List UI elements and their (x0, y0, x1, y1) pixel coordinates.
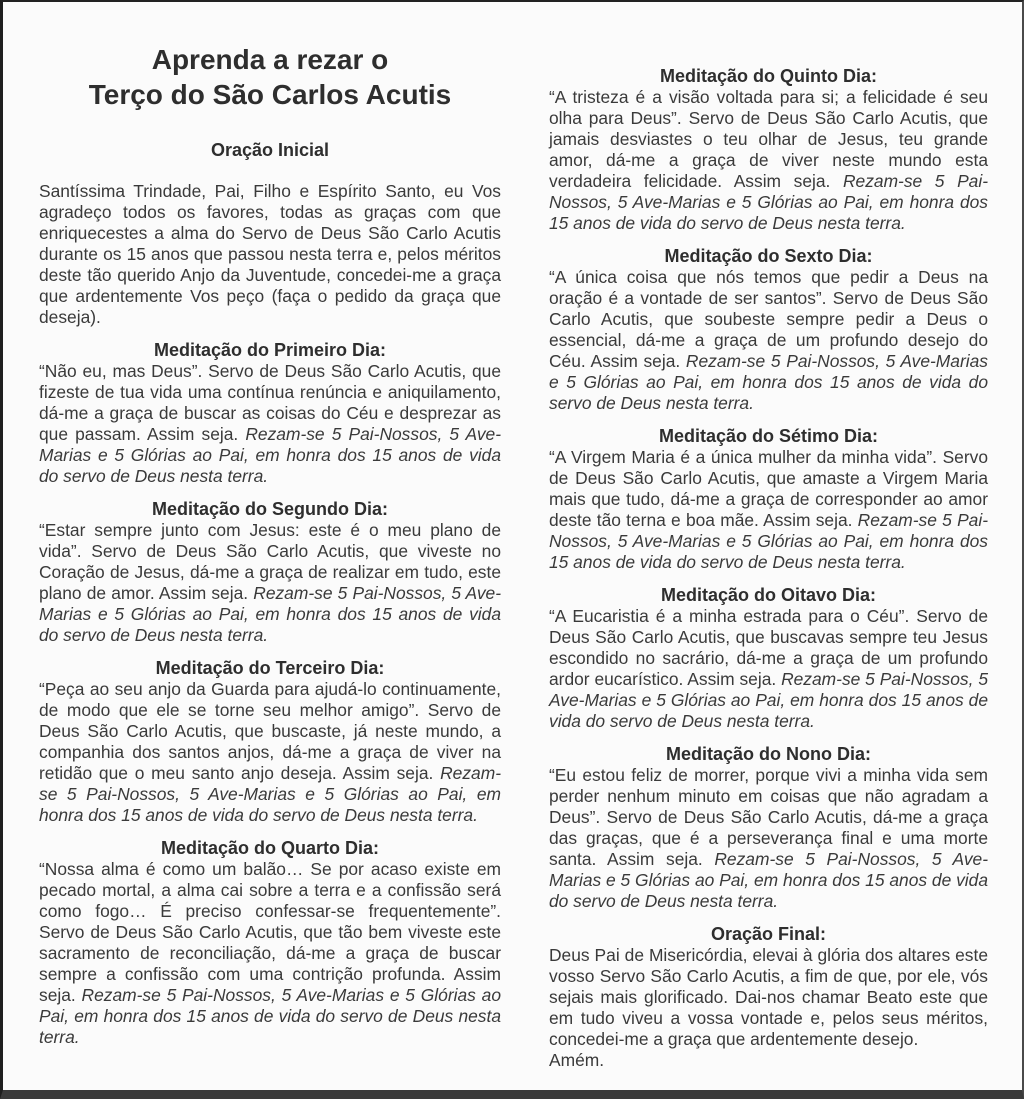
rubric-italic-text: Rezam-se 5 Pai-Nossos, 5 Ave-Marias e 5 Glórias ao Pai, em honra dos 15 anos de vida do servo de Deus nesta terra. (39, 424, 501, 486)
rubric-italic-text: Rezam-se 5 Pai-Nossos, 5 Ave-Marias e 5 Glórias ao Pai, em honra dos 15 anos de vida do servo de Deus nesta terra. (39, 985, 501, 1047)
title-line-2: Terço do São Carlos Acutis (88, 79, 452, 110)
rubric-italic-text: Rezam-se 5 Pai-Nossos, 5 Ave-Marias e 5 Glórias ao Pai, em honra dos 15 anos de vida do servo de Deus nesta terra. (549, 351, 988, 413)
section-paragraph (549, 945, 988, 1050)
prayer-section (39, 658, 501, 826)
prayer-section (549, 585, 988, 732)
prayer-section (549, 426, 988, 573)
section-heading: Meditação do Quinto Dia: (659, 66, 877, 86)
section-paragraph (549, 447, 988, 573)
section-heading: Meditação do Terceiro Dia: (155, 658, 385, 678)
prayer-section (39, 838, 501, 1048)
section-heading: Oração Final: (710, 924, 827, 944)
prayer-section (39, 499, 501, 646)
section-text: “Peça ao seu anjo da Guarda para ajudá-lo continuamente, de modo que ele se torne seu melhor amigo”. Servo de Deus São Carlo Acutis, que buscaste, já neste mundo, a companhia dos santos anjos, dá-me a graça de viver na retidão que o meu santo anjo deseja. Assim seja. (39, 679, 501, 783)
rubric-italic-text: Rezam-se 5 Pai-Nossos, 5 Ave-Marias e 5 Glórias ao Pai, em honra dos 15 anos de vida do servo de Deus nesta terra. (549, 510, 988, 572)
rubric-italic-text: Rezam-se 5 Pai-Nossos, 5 Ave-Marias e 5 Glórias ao Pai, em honra dos 15 anos de vida do servo de Deus nesta terra. (549, 669, 988, 731)
prayer-section (549, 924, 988, 1071)
section-heading: Meditação do Nono Dia: (665, 744, 871, 764)
section-text: “Estar sempre junto com Jesus: este é o meu plano de vida”. Servo de Deus São Carlo Acutis, que viveste no Coração de Jesus, dá-me a graça de realizar em tudo, este plano de amor. Assim seja. (39, 520, 501, 603)
section-text: “A Virgem Maria é a única mulher da minha vida”. Servo de Deus São Carlo Acutis, que amaste a Virgem Maria mais que tudo, dá-me a graça de corresponder ao amor deste tão terna e boa mãe. Assim seja. (549, 447, 988, 530)
rubric-italic-text: Rezam-se 5 Pai-Nossos, 5 Ave-Marias e 5 Glórias ao Pai, em honra dos 15 anos de vida do servo de Deus nesta terra. (39, 583, 501, 645)
rubric-italic-text: Rezam-se 5 Pai-Nossos, 5 Ave-Marias e 5 Glórias ao Pai, em honra dos 15 anos de vida do servo de Deus nesta terra. (549, 171, 988, 233)
rubric-italic-text: Rezam-se 5 Pai-Nossos, 5 Ave-Marias e 5 Glórias ao Pai, em honra dos 15 anos de vida do servo de Deus nesta terra. (39, 763, 501, 825)
prayer-section (39, 140, 501, 328)
section-heading: Meditação do Primeiro Dia: (153, 340, 387, 360)
section-heading: Meditação do Quarto Dia: (160, 838, 380, 858)
section-paragraph (549, 267, 988, 414)
left-column (39, 42, 501, 1090)
prayer-section (549, 246, 988, 414)
amen-line: Amém. (549, 1050, 605, 1070)
section-heading: Meditação do Sétimo Dia: (658, 426, 879, 446)
section-paragraph (39, 679, 501, 826)
title-line-1: Aprenda a rezar o (151, 44, 389, 75)
section-text: Deus Pai de Misericórdia, elevai à glória dos altares este vosso Servo São Carlo Acutis, a fim de que, por ele, vós sejais mais glorificado. Dai-nos chamar Beato este que em tudo viveu a vossa vontade e, pelos seus méritos, concedei-me a graça que ardentemente desejo. (549, 945, 988, 1049)
section-text: “A tristeza é a visão voltada para si; a felicidade é seu olha para Deus”. Servo de Deus São Carlo Acutis, que jamais desviastes o teu olhar de Jesus, teu grande amor, dá-me a graça de viver neste mundo esta verdadeira felicidade. Assim seja. (549, 87, 988, 191)
section-text: “A única coisa que nós temos que pedir a Deus na oração é a vontade de ser santos”. Servo de Deus São Carlo Acutis, que soubeste sempre pedir a Deus o essencial, dá-me a graça de um profundo desejo do Céu. Assim seja. (549, 267, 988, 371)
rubric-italic-text: Rezam-se 5 Pai-Nossos, 5 Ave-Marias e 5 Glórias ao Pai, em honra dos 15 anos de vida do servo de Deus nesta terra. (549, 849, 989, 911)
prayer-section (39, 340, 501, 487)
right-column (549, 42, 988, 1090)
section-heading: Meditação do Segundo Dia: (151, 499, 388, 519)
section-paragraph (549, 87, 988, 234)
section-text: “Nossa alma é como um balão… Se por acaso existe em pecado mortal, a alma cai sobre a terra e a confissão será como fogo… É preciso confessar-se frequentemente”. Servo de Deus São Carlo Acutis, que tão bem viveste este sacramento de reconciliação, dá-me a graça de buscar sempre a confissão com uma contrição profunda. Assim seja. (39, 859, 501, 1005)
prayer-section (549, 66, 988, 234)
section-text: “Não eu, mas Deus”. Servo de Deus São Carlo Acutis, que fizeste de tua vida uma contínua renúncia e aniquilamento, dá-me a graça de buscar as coisas do Céu e desprezar as que passam. Assim seja. (39, 361, 501, 444)
section-paragraph (39, 361, 501, 487)
section-text: “Eu estou feliz de morrer, porque vivi a minha vida sem perder nenhum minuto em coisas que não agradam a Deus”. Servo de Deus São Carlo Acutis, dá-me a graça das graças, que é a perseverança final e uma morte santa. Assim seja. (549, 765, 988, 869)
section-paragraph (39, 181, 501, 328)
section-paragraph (549, 606, 988, 732)
document-title (39, 42, 501, 112)
section-text: Santíssima Trindade, Pai, Filho e Espírito Santo, eu Vos agradeço todos os favores, todas as graças com que enriquecestes a alma do Servo de Deus São Carlo Acutis durante os 15 anos que passou nesta terra e, pelos méritos deste tão querido Anjo da Juventude, concedei-me a graça que ardentemente Vos peço (faça o pedido da graça que deseja). (39, 181, 501, 327)
prayer-section (549, 744, 988, 912)
section-paragraph (549, 765, 988, 912)
section-heading: Meditação do Sexto Dia: (664, 246, 873, 266)
section-paragraph (39, 520, 501, 646)
section-paragraph (39, 859, 501, 1048)
section-heading: Oração Inicial (210, 140, 330, 160)
section-heading: Meditação do Oitavo Dia: (660, 585, 877, 605)
section-text: “A Eucaristia é a minha estrada para o Céu”. Servo de Deus São Carlo Acutis, que buscavas sempre teu Jesus escondido no sacrário, dá-me a graça de um profundo ardor eucarístico. Assim seja. (549, 606, 988, 689)
